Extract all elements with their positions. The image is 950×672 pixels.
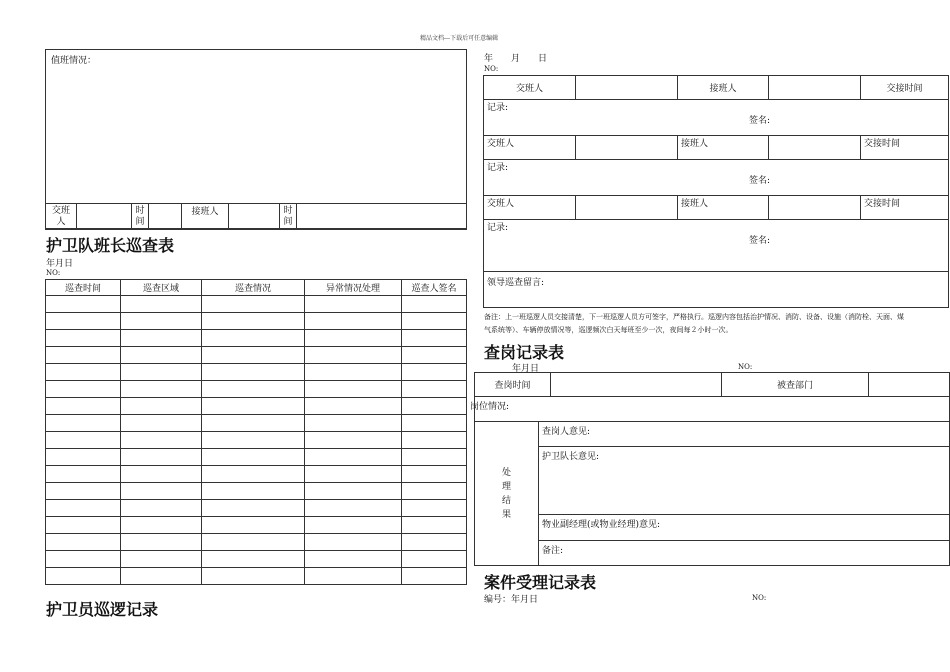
check-time-label: 查岗时间 [475, 373, 551, 397]
handover-person-label: 交班人 [484, 196, 576, 220]
duty-receiver-value [229, 204, 280, 230]
patrol-check-date: 年月日 [46, 259, 74, 269]
handover-time-label: 交接时间 [861, 76, 949, 100]
table-row [46, 381, 467, 398]
checked-dept-label: 被查部门 [722, 373, 869, 397]
duty-time2-label: 时 间 [280, 204, 297, 230]
handover-person-label: 交班人 [484, 136, 576, 160]
col-abnormal-handling: 异常情况处理 [305, 280, 402, 296]
table-row [46, 347, 467, 364]
table-row [46, 500, 467, 517]
table-row [46, 398, 467, 415]
duty-sign-row [45, 203, 467, 230]
duty-box [45, 49, 467, 229]
patrol-check-table [45, 279, 467, 585]
col-patrol-time: 巡查时间 [46, 280, 121, 296]
table-row [46, 364, 467, 381]
record-label: 记录: [487, 163, 509, 173]
duty-handover-value [77, 204, 132, 230]
handover-date: 年 月 日 [484, 54, 548, 64]
guard-patrol-title: 护卫员巡逻记录 [46, 600, 159, 619]
duty-handover-label: 交班 人 [46, 204, 77, 230]
patrol-check-no: NO: [46, 269, 61, 277]
handover-time-label: 交接时间 [861, 136, 949, 160]
patrol-check-header-row [46, 280, 467, 296]
result-label: 处 理 结 果 [475, 422, 539, 566]
receiver-label: 接班人 [678, 196, 769, 220]
header-note: 精品文档---下载后可任意编辑 [420, 35, 499, 42]
col-patrol-status: 巡查情况 [202, 280, 305, 296]
patrol-check-title: 护卫队班长巡查表 [46, 236, 175, 255]
manager-opinion-label: 物业副经理(或物业经理)意见: [539, 515, 950, 541]
handover-no: NO: [484, 65, 499, 73]
case-number: 编号：年月日 [484, 595, 539, 605]
table-row [46, 517, 467, 534]
result-table [474, 421, 950, 566]
checker-opinion-label: 查岗人意见: [539, 422, 950, 447]
receiver-label: 接班人 [678, 76, 769, 100]
record-label: 记录: [487, 103, 509, 113]
receiver-label: 接班人 [678, 136, 769, 160]
post-check-title: 查岗记录表 [484, 343, 565, 362]
handover-person-label: 交班人 [484, 76, 576, 100]
sign-label: 签名: [749, 236, 771, 246]
table-row [46, 534, 467, 551]
table-row [46, 432, 467, 449]
table-row [46, 466, 467, 483]
duty-label: 值班情况： [51, 56, 97, 66]
post-remark-label: 备注: [539, 541, 950, 566]
duty-time-value [149, 204, 182, 230]
handover-time-label: 交接时间 [861, 196, 949, 220]
duty-receiver-label: 接班人 [182, 204, 229, 230]
post-check-no: NO: [738, 363, 753, 371]
sign-label: 签名: [749, 176, 771, 186]
sign-label: 签名: [749, 116, 771, 126]
table-row [46, 330, 467, 347]
table-row [46, 313, 467, 330]
captain-opinion-label: 护卫队长意见: [539, 447, 950, 515]
record-label: 记录: [487, 223, 509, 233]
handover-table [483, 75, 949, 308]
post-check-table [474, 372, 950, 397]
duty-time-label: 时 间 [132, 204, 149, 230]
post-check-date: 年月日 [512, 364, 540, 374]
case-title: 案件受理记录表 [484, 573, 597, 592]
duty-time2-value [297, 204, 467, 230]
table-row [46, 483, 467, 500]
table-row [46, 415, 467, 432]
table-row [46, 551, 467, 568]
col-patrol-area: 巡查区域 [121, 280, 202, 296]
post-status-label: 岗位情况: [470, 402, 510, 412]
table-row [46, 449, 467, 466]
col-inspector-sign: 巡查人签名 [402, 280, 467, 296]
table-row [46, 568, 467, 585]
case-no: NO: [752, 594, 767, 602]
table-row [46, 296, 467, 313]
handover-remark: 备注：上一班巡逻人员交接清楚，下一班巡逻人员方可签字，严格执行。巡逻内容包括治护情况、消防、设备、设施（消防栓、天面、煤气系统等）、车辆停放情况等，巡逻频次白天每班至少一次，夜间每２小时一次。 [484, 313, 904, 334]
leader-note-label: 领导巡查留言: [484, 272, 949, 308]
